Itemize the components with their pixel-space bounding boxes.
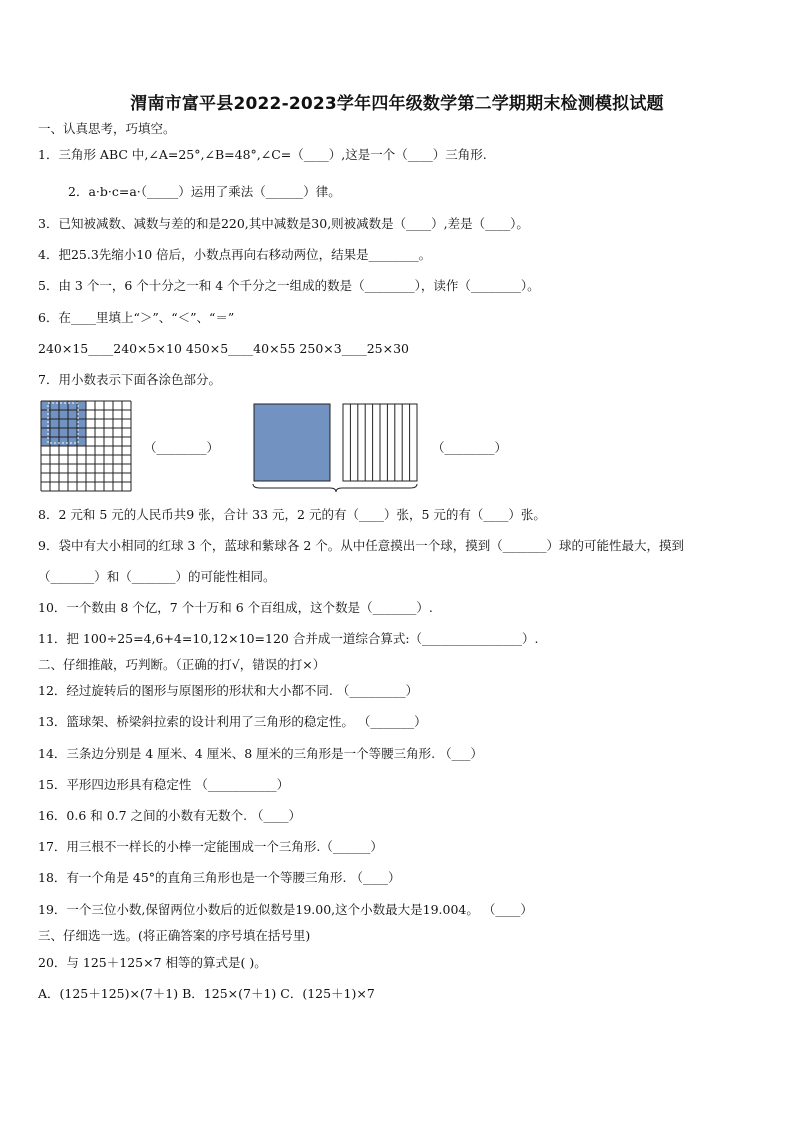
question-8: 8．2 元和 5 元的人民币共9 张，合计 33 元，2 元的有（____）张，5 元的有（____）张。 xyxy=(38,507,546,522)
question-19: 19．一个三位小数,保留两位小数后的近似数是19.00,这个小数最大是19.004。 （____） xyxy=(38,902,533,917)
figure-7-grid xyxy=(40,400,132,492)
question-14: 14．三条边分别是 4 厘米、4 厘米、8 厘米的三角形是一个等腰三角形. （___） xyxy=(38,746,483,761)
question-12: 12．经过旋转后的图形与原图形的形状和大小都不同. （_________） xyxy=(38,683,419,698)
question-10: 10．一个数由 8 个亿，7 个十万和 6 个百组成，这个数是（_______）. xyxy=(38,600,433,615)
question-18: 18．有一个角是 45°的直角三角形也是一个等腰三角形. （____） xyxy=(38,870,401,885)
section-2-heading: 二、仔细推敲，巧判断。（正确的打√，错误的打×） xyxy=(38,657,326,672)
question-17: 17．用三根不一样长的小棒一定能围成一个三角形.（______） xyxy=(38,839,383,854)
question-3: 3．已知被减数、减数与差的和是220,其中减数是30,则被减数是（____）,差是（____）。 xyxy=(38,216,529,231)
page-title: 渭南市富平县2022-2023学年四年级数学第二学期期末检测模拟试题 xyxy=(130,94,664,114)
question-7-answer-right: （________） xyxy=(432,440,508,455)
question-15: 15．平形四边形具有稳定性 （___________） xyxy=(38,777,290,792)
question-9: 9．袋中有大小相同的红球 3 个，蓝球和紫球各 2 个。从中任意摸出一个球，摸到（_______）球的可能性最大，摸到 xyxy=(38,538,685,553)
question-2: 2．a·b·c=a·（_____）运用了乘法（______）律。 xyxy=(68,184,341,199)
question-6-comparisons: 240×15____240×5×10 450×5____40×55 250×3____25×30 xyxy=(38,341,409,356)
question-16: 16．0.6 和 0.7 之间的小数有无数个. （____） xyxy=(38,808,302,823)
question-20: 20．与 125＋125×7 相等的算式是( )。 xyxy=(38,955,267,970)
question-1: 1．三角形 ABC 中,∠A=25°,∠B=48°,∠C=（____）,这是一个（____）三角形. xyxy=(38,147,487,162)
section-3-heading: 三、仔细选一选。(将正确答案的序号填在括号里) xyxy=(38,928,311,943)
grid-shaded-region xyxy=(41,401,86,446)
brace-under-bar xyxy=(253,484,417,492)
question-20-options: A．(125＋125)×(7＋1) B．125×(7＋1) C．(125＋1)×7 xyxy=(38,986,375,1001)
figure-7-bar xyxy=(250,402,420,494)
question-13: 13．篮球架、桥梁斜拉索的设计利用了三角形的稳定性。 （_______） xyxy=(38,714,427,729)
question-7: 7．用小数表示下面各涂色部分。 xyxy=(38,372,221,387)
question-11: 11．把 100÷25=4,6+4=10,12×10=120 合并成一道综合算式:（________________）. xyxy=(38,631,539,646)
bar-shaded-square xyxy=(254,404,330,481)
question-5: 5．由 3 个一，6 个十分之一和 4 个千分之一组成的数是（________），读作（________）。 xyxy=(38,278,540,293)
strip-panel xyxy=(343,404,417,481)
section-1-heading: 一、认真思考，巧填空。 xyxy=(38,121,176,136)
question-9-continued: （_______）和（_______）的可能性相同。 xyxy=(38,569,276,584)
question-4: 4．把25.3先缩小10 倍后，小数点再向右移动两位，结果是________。 xyxy=(38,247,432,262)
question-7-answer-left: （________） xyxy=(144,440,220,455)
question-6: 6．在____里填上“＞”、“＜”、“＝” xyxy=(38,310,235,325)
